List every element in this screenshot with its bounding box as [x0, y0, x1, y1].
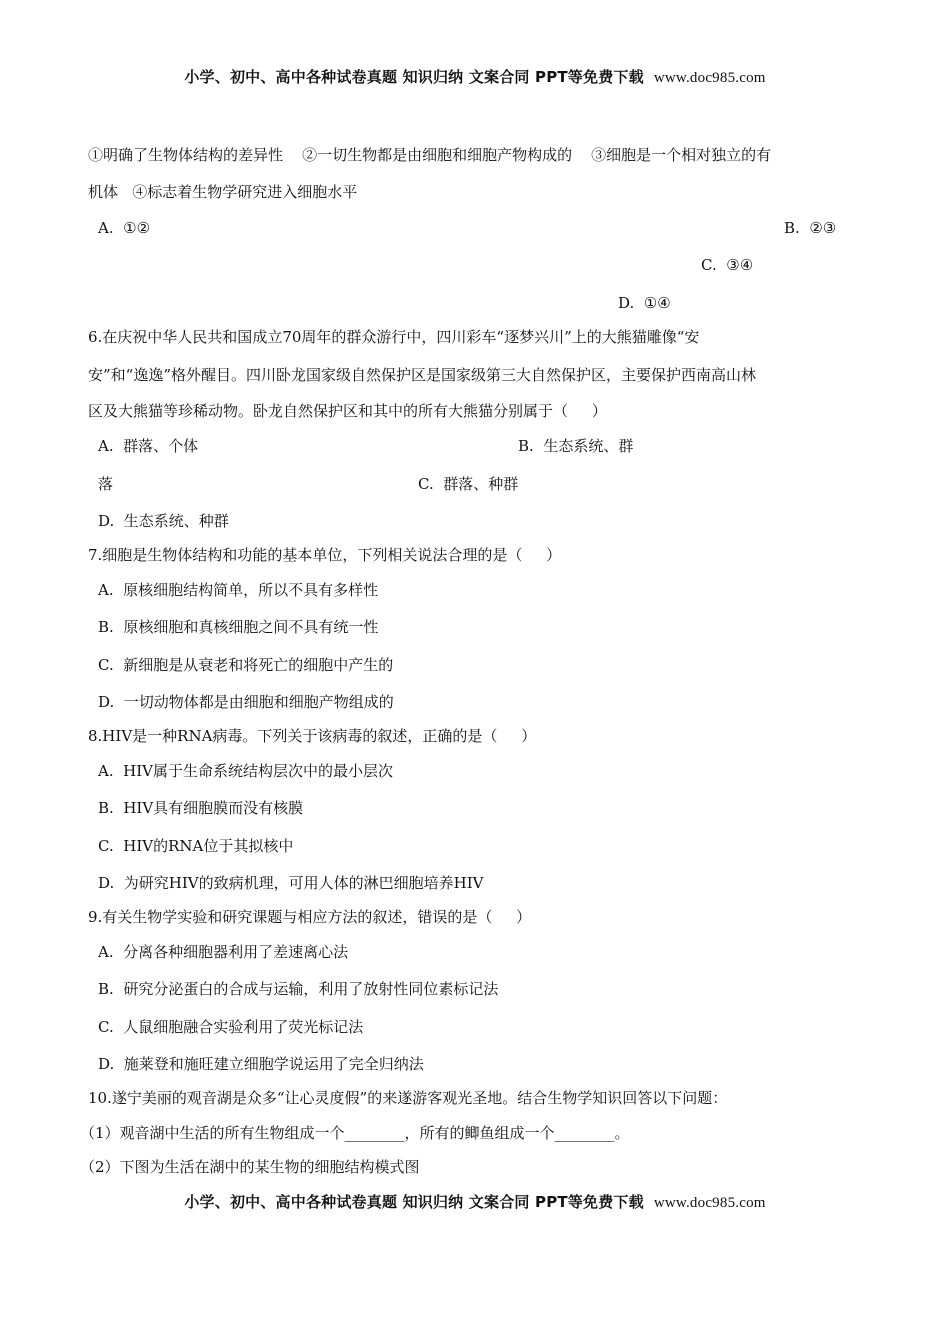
- q7-option-d: D. 一切动物体都是由细胞和细胞产物组成的: [98, 693, 394, 711]
- header-banner-text: 小学、初中、高中各种试卷真题 知识归纳 文案合同 PPT等免费下载: [184, 68, 644, 86]
- q5-statements-line2: 机体 ④标志着生物学研究进入细胞水平: [88, 183, 358, 201]
- q8-option-d: D. 为研究HIV的致病机理，可用人体的淋巴细胞培养HIV: [98, 874, 484, 892]
- header-banner-site: www.doc985.com: [653, 70, 766, 86]
- q5-option-a: A. ①②: [98, 219, 151, 237]
- q8-option-b: B. HIV具有细胞膜而没有核膜: [98, 799, 304, 817]
- q6-option-b-continued: 落: [98, 475, 114, 493]
- q9-stem: 9.有关生物学实验和研究课题与相应方法的叙述，错误的是（ ）: [88, 908, 532, 926]
- q5-option-c: C. ③④: [701, 256, 754, 274]
- q6-option-a: A. 群落、个体: [98, 437, 199, 455]
- footer-banner-text: 小学、初中、高中各种试卷真题 知识归纳 文案合同 PPT等免费下载: [184, 1193, 644, 1211]
- q6-stem-line1: 6.在庆祝中华人民共和国成立70周年的群众游行中，四川彩车“逐梦兴川”上的大熊猫雕像“安: [88, 328, 700, 346]
- q9-option-a: A. 分离各种细胞器利用了差速离心法: [98, 943, 349, 961]
- q8-stem: 8.HIV是一种RNA病毒。下列关于该病毒的叙述，正确的是（ ）: [88, 727, 537, 745]
- q6-option-d: D. 生态系统、种群: [98, 512, 229, 530]
- q8-option-c: C. HIV的RNA位于其拟核中: [98, 837, 294, 855]
- q5-statements-line1: ①明确了生物体结构的差异性 ②一切生物都是由细胞和细胞产物构成的 ③细胞是一个相对独立的有: [88, 146, 772, 164]
- q6-option-c: C. 群落、种群: [418, 475, 519, 493]
- footer-banner-site: www.doc985.com: [653, 1195, 766, 1211]
- q9-option-b: B. 研究分泌蛋白的合成与运输，利用了放射性同位素标记法: [98, 980, 499, 998]
- q7-option-b: B. 原核细胞和真核细胞之间不具有统一性: [98, 618, 379, 636]
- q10-stem: 10.遂宁美丽的观音湖是众多“让心灵度假”的来遂游客观光圣地。结合生物学知识回答以下问题：: [88, 1089, 728, 1107]
- q7-option-a: A. 原核细胞结构简单，所以不具有多样性: [98, 581, 379, 599]
- q6-option-b: B. 生态系统、群: [518, 437, 634, 455]
- q8-option-a: A. HIV属于生命系统结构层次中的最小层次: [98, 762, 393, 780]
- q10-part2: （2）下图为生活在湖中的某生物的细胞结构模式图: [80, 1158, 420, 1176]
- q9-option-c: C. 人鼠细胞融合实验利用了荧光标记法: [98, 1018, 364, 1036]
- q5-option-b: B. ②③: [784, 219, 837, 237]
- q9-option-d: D. 施莱登和施旺建立细胞学说运用了完全归纳法: [98, 1055, 424, 1073]
- q5-option-d: D. ①④: [618, 294, 671, 312]
- q7-option-c: C. 新细胞是从衰老和将死亡的细胞中产生的: [98, 656, 394, 674]
- q6-stem-line2: 安”和“逸逸”格外醒目。四川卧龙国家级自然保护区是国家级第三大自然保护区，主要保护西南高山林: [88, 366, 757, 384]
- footer-banner: [0, 1191, 950, 1212]
- q10-part1: （1）观音湖中生活的所有生物组成一个________，所有的鲫鱼组成一个________。: [80, 1124, 630, 1142]
- q7-stem: 7.细胞是生物体结构和功能的基本单位，下列相关说法合理的是（ ）: [88, 546, 562, 564]
- q6-stem-line3: 区及大熊猫等珍稀动物。卧龙自然保护区和其中的所有大熊猫分别属于（ ）: [88, 402, 607, 420]
- header-banner: [0, 66, 950, 87]
